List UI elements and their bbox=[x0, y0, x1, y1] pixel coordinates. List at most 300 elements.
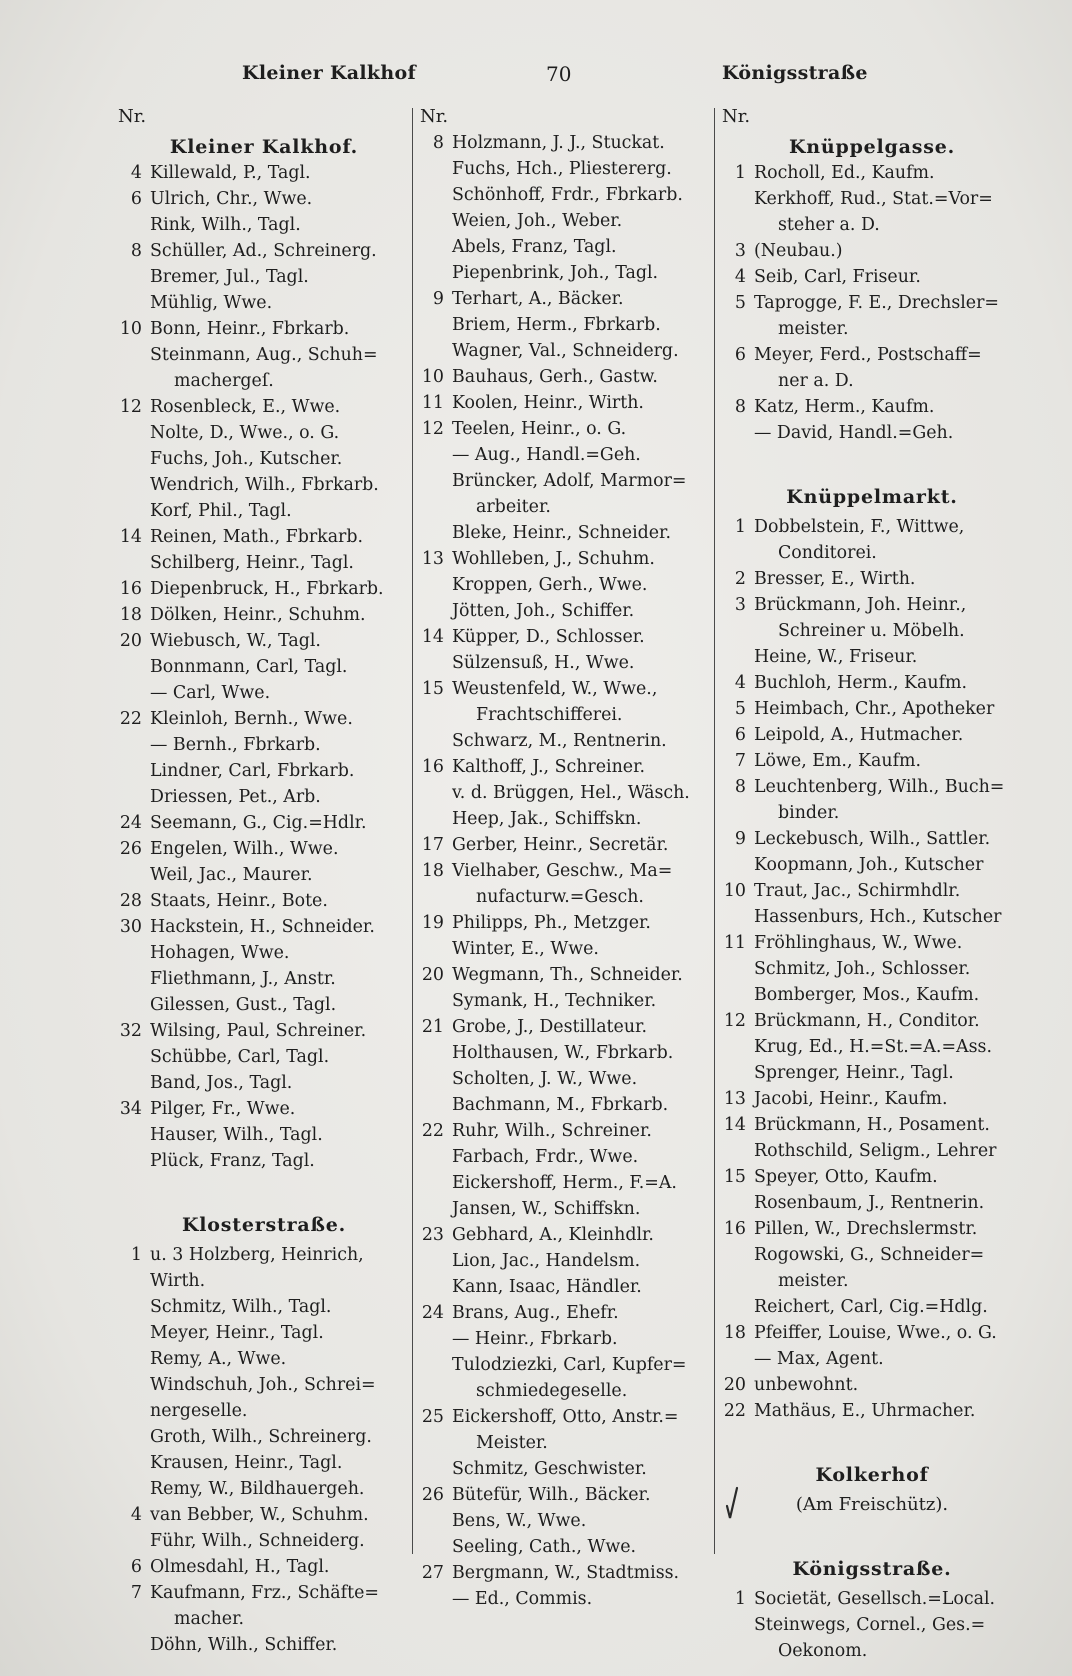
directory-entry bbox=[118, 602, 410, 628]
column-divider bbox=[714, 108, 715, 1554]
resident-text: Winter, E., Wwe. bbox=[452, 939, 599, 959]
resident-text: (Neubau.) bbox=[754, 241, 843, 261]
house-number: 22 bbox=[723, 1401, 746, 1421]
directory-entry bbox=[118, 368, 410, 394]
resident-text: Eickershoff, Herm., F.=A. bbox=[452, 1173, 677, 1193]
directory-entry bbox=[420, 884, 712, 910]
directory-entry bbox=[118, 758, 410, 784]
directory-entry bbox=[722, 644, 1022, 670]
resident-text: Leckebusch, Wilh., Sattler. bbox=[754, 829, 991, 849]
resident-text: — Heinr., Fbrkarb. bbox=[452, 1329, 618, 1349]
directory-entry bbox=[420, 1274, 712, 1300]
directory-entry bbox=[118, 680, 410, 706]
directory-entry bbox=[118, 524, 410, 550]
resident-text: nufacturw.=Gesch. bbox=[476, 887, 644, 907]
resident-text: Symank, H., Techniker. bbox=[452, 991, 657, 1011]
resident-text: Bleke, Heinr., Schneider. bbox=[452, 523, 671, 543]
resident-text: unbewohnt. bbox=[754, 1375, 859, 1395]
resident-text: Groth, Wilh., Schreinerg. bbox=[150, 1427, 372, 1447]
resident-text: Kaufmann, Frz., Schäfte= bbox=[150, 1583, 379, 1603]
street-heading: Kolkerhof bbox=[815, 1464, 929, 1486]
column-divider bbox=[412, 108, 413, 1554]
resident-text: Bauhaus, Gerh., Gastw. bbox=[452, 367, 658, 387]
resident-text: Farbach, Frdr., Wwe. bbox=[452, 1147, 639, 1167]
house-number: 16 bbox=[119, 579, 142, 599]
house-number: 7 bbox=[130, 1583, 142, 1603]
resident-text: Band, Jos., Tagl. bbox=[150, 1073, 293, 1093]
directory-entry bbox=[118, 992, 410, 1018]
resident-text: Grobe, J., Destillateur. bbox=[452, 1017, 647, 1037]
resident-text: Teelen, Heinr., o. G. bbox=[452, 419, 627, 439]
resident-text: van Bebber, W., Schuhm. bbox=[150, 1505, 369, 1525]
directory-entry bbox=[420, 1170, 712, 1196]
resident-text: Holthausen, W., Fbrkarb. bbox=[452, 1043, 674, 1063]
resident-text: Weil, Jac., Maurer. bbox=[150, 865, 313, 885]
resident-text: Bonnmann, Carl, Tagl. bbox=[150, 657, 348, 677]
resident-text: Rosenbleck, E., Wwe. bbox=[150, 397, 341, 417]
directory-entry bbox=[420, 702, 712, 728]
directory-entry bbox=[420, 1404, 712, 1430]
directory-entry bbox=[420, 1040, 712, 1066]
house-number: 26 bbox=[421, 1485, 444, 1505]
resident-text: Korf, Phil., Tagl. bbox=[150, 501, 292, 521]
street-heading: Königsstraße. bbox=[792, 1558, 952, 1580]
house-number: 6 bbox=[734, 725, 746, 745]
house-number: 3 bbox=[734, 241, 746, 261]
house-number: 18 bbox=[421, 861, 444, 881]
column-nr-label: Nr. bbox=[420, 106, 449, 127]
directory-entry bbox=[118, 706, 410, 732]
street-heading: Kleiner Kalkhof. bbox=[169, 136, 359, 158]
resident-text: Mühlig, Wwe. bbox=[150, 293, 273, 313]
directory-entry bbox=[420, 1066, 712, 1092]
house-number: 32 bbox=[119, 1021, 142, 1041]
running-head bbox=[0, 62, 1072, 92]
resident-text: Pilger, Fr., Wwe. bbox=[150, 1099, 296, 1119]
directory-entry bbox=[118, 1450, 410, 1476]
resident-text: Wilsing, Paul, Schreiner. bbox=[150, 1021, 367, 1041]
resident-text: Rocholl, Ed., Kaufm. bbox=[754, 163, 935, 183]
resident-text: Krug, Ed., H.=St.=A.=Ass. bbox=[754, 1037, 992, 1057]
directory-entry bbox=[420, 858, 712, 884]
resident-text: — David, Handl.=Geh. bbox=[754, 423, 954, 443]
directory-entry bbox=[420, 312, 712, 338]
resident-text: Leuchtenberg, Wilh., Buch= bbox=[754, 777, 1005, 797]
house-number: 15 bbox=[421, 679, 444, 699]
house-number: 1 bbox=[130, 1245, 142, 1265]
directory-entry bbox=[118, 940, 410, 966]
house-number: 23 bbox=[421, 1225, 444, 1245]
house-number: 11 bbox=[421, 393, 444, 413]
directory-entry bbox=[722, 852, 1022, 878]
resident-text: Brückmann, H., Posament. bbox=[754, 1115, 990, 1135]
directory-entry bbox=[722, 956, 1022, 982]
resident-text: Frachtschifferei. bbox=[476, 705, 623, 725]
house-number: 24 bbox=[119, 813, 142, 833]
resident-text: Rothschild, Seligm., Lehrer bbox=[754, 1141, 997, 1161]
directory-entry bbox=[420, 156, 712, 182]
resident-text: Gebhard, A., Kleinhdlr. bbox=[452, 1225, 654, 1245]
directory-entry bbox=[722, 722, 1022, 748]
directory-entry bbox=[420, 1586, 712, 1612]
resident-text: Hohagen, Wwe. bbox=[150, 943, 290, 963]
house-number: 12 bbox=[723, 1011, 746, 1031]
directory-entry bbox=[118, 1606, 410, 1632]
resident-text: Terhart, A., Bäcker. bbox=[452, 289, 624, 309]
directory-entry bbox=[420, 364, 712, 390]
resident-text: Hackstein, H., Schneider. bbox=[150, 917, 375, 937]
house-number: 22 bbox=[421, 1121, 444, 1141]
resident-text: Piepenbrink, Joh., Tagl. bbox=[452, 263, 659, 283]
directory-entry bbox=[722, 1398, 1022, 1424]
running-head-right: Königsstraße bbox=[722, 62, 868, 84]
house-number: 17 bbox=[421, 835, 444, 855]
directory-entry bbox=[722, 238, 1022, 264]
house-number: 12 bbox=[421, 419, 444, 439]
directory-entry bbox=[722, 1612, 1022, 1638]
directory-entry bbox=[118, 160, 410, 186]
resident-text: Wiebusch, W., Tagl. bbox=[150, 631, 321, 651]
resident-text: Philipps, Ph., Metzger. bbox=[452, 913, 651, 933]
resident-text: Heep, Jak., Schiffskn. bbox=[452, 809, 642, 829]
resident-text: Windschuh, Joh., Schrei= bbox=[150, 1375, 376, 1395]
resident-text: Briem, Herm., Fbrkarb. bbox=[452, 315, 661, 335]
resident-text: Wendrich, Wilh., Fbrkarb. bbox=[150, 475, 379, 495]
house-number: 28 bbox=[119, 891, 142, 911]
resident-text: Bonn, Heinr., Fbrkarb. bbox=[150, 319, 350, 339]
directory-entry bbox=[420, 260, 712, 286]
house-number: 14 bbox=[723, 1115, 746, 1135]
directory-entry bbox=[118, 888, 410, 914]
directory-entry bbox=[420, 286, 712, 312]
resident-text: Schönhoff, Frdr., Fbrkarb. bbox=[452, 185, 683, 205]
resident-text: Jacobi, Heinr., Kaufm. bbox=[754, 1089, 948, 1109]
directory-entry bbox=[722, 1112, 1022, 1138]
resident-text: Dobbelstein, F., Wittwe, bbox=[754, 517, 965, 537]
directory-entry bbox=[722, 264, 1022, 290]
directory-entry bbox=[420, 1430, 712, 1456]
resident-text: Meister. bbox=[476, 1433, 548, 1453]
house-number: 12 bbox=[119, 397, 142, 417]
directory-entry bbox=[722, 1086, 1022, 1112]
directory-entry bbox=[420, 130, 712, 156]
resident-text: Bens, W., Wwe. bbox=[452, 1511, 587, 1531]
resident-text: ner a. D. bbox=[778, 371, 854, 391]
directory-entry bbox=[420, 1222, 712, 1248]
resident-text: Steinmann, Aug., Schuh= bbox=[150, 345, 378, 365]
resident-text: Krausen, Heinr., Tagl. bbox=[150, 1453, 343, 1473]
directory-entry bbox=[420, 1144, 712, 1170]
resident-text: Reinen, Math., Fbrkarb. bbox=[150, 527, 364, 547]
resident-text: Bremer, Jul., Tagl. bbox=[150, 267, 309, 287]
house-number: 27 bbox=[421, 1563, 444, 1583]
house-number: 18 bbox=[723, 1323, 746, 1343]
directory-entry bbox=[420, 572, 712, 598]
directory-entry bbox=[420, 546, 712, 572]
directory-entry bbox=[118, 316, 410, 342]
resident-text: Schübbe, Carl, Tagl. bbox=[150, 1047, 330, 1067]
house-number: 8 bbox=[734, 397, 746, 417]
directory-entry bbox=[722, 1268, 1022, 1294]
directory-entry bbox=[118, 1632, 410, 1658]
resident-text: Fuchs, Hch., Pliestererg. bbox=[452, 159, 672, 179]
resident-text: Hassenburs, Hch., Kutscher bbox=[754, 907, 1002, 927]
directory-entry bbox=[722, 1346, 1022, 1372]
directory-entry bbox=[118, 1148, 410, 1174]
directory-entry bbox=[722, 878, 1022, 904]
resident-text: Jansen, W., Schiffskn. bbox=[452, 1199, 641, 1219]
resident-text: machergeſ. bbox=[174, 371, 274, 391]
directory-entry bbox=[118, 420, 410, 446]
resident-text: Nolte, D., Wwe., o. G. bbox=[150, 423, 340, 443]
directory-entry bbox=[118, 1070, 410, 1096]
directory-entry bbox=[118, 1122, 410, 1148]
resident-text: meister. bbox=[778, 1271, 849, 1291]
directory-entry bbox=[722, 1372, 1022, 1398]
directory-entry bbox=[420, 728, 712, 754]
resident-text: Jötten, Joh., Schiffer. bbox=[452, 601, 635, 621]
resident-text: Oekonom. bbox=[778, 1641, 868, 1661]
directory-entry bbox=[420, 754, 712, 780]
directory-entry bbox=[118, 1502, 410, 1528]
directory-entry bbox=[722, 566, 1022, 592]
house-number: 18 bbox=[119, 605, 142, 625]
directory-entry bbox=[118, 784, 410, 810]
house-number: 1 bbox=[734, 163, 746, 183]
house-number: 9 bbox=[432, 289, 444, 309]
house-number: 6 bbox=[130, 1557, 142, 1577]
directory-entry bbox=[722, 930, 1022, 956]
resident-text: Brückmann, Joh. Heinr., bbox=[754, 595, 967, 615]
directory-entry bbox=[420, 1352, 712, 1378]
directory-entry bbox=[118, 550, 410, 576]
resident-text: Kerkhoff, Rud., Stat.=Vor= bbox=[754, 189, 993, 209]
directory-entry bbox=[722, 592, 1022, 618]
directory-entry bbox=[420, 1092, 712, 1118]
directory-entry bbox=[118, 1018, 410, 1044]
directory-entry bbox=[420, 1534, 712, 1560]
house-number: 5 bbox=[734, 293, 746, 313]
resident-text: Kleinloh, Bernh., Wwe. bbox=[150, 709, 353, 729]
directory-entry bbox=[118, 1320, 410, 1346]
resident-text: Weustenfeld, W., Wwe., bbox=[452, 679, 658, 699]
directory-entry bbox=[722, 212, 1022, 238]
directory-entry bbox=[722, 514, 1022, 540]
resident-text: Sülzensuß, H., Wwe. bbox=[452, 653, 635, 673]
resident-text: Rosenbaum, J., Rentnerin. bbox=[754, 1193, 985, 1213]
resident-text: Bütefür, Wilh., Bäcker. bbox=[452, 1485, 651, 1505]
resident-text: Reichert, Carl, Cig.=Hdlg. bbox=[754, 1297, 988, 1317]
house-number: 10 bbox=[421, 367, 444, 387]
resident-text: Abels, Franz, Tagl. bbox=[452, 237, 617, 257]
resident-text: — Bernh., Fbrkarb. bbox=[150, 735, 321, 755]
resident-text: Katz, Herm., Kaufm. bbox=[754, 397, 935, 417]
resident-text: Meyer, Heinr., Tagl. bbox=[150, 1323, 324, 1343]
directory-entry bbox=[722, 1164, 1022, 1190]
directory-entry bbox=[722, 696, 1022, 722]
resident-text: Schilberg, Heinr., Tagl. bbox=[150, 553, 354, 573]
resident-text: Brans, Aug., Ehefr. bbox=[452, 1303, 619, 1323]
directory-entry bbox=[722, 826, 1022, 852]
directory-entry bbox=[420, 624, 712, 650]
house-number: 4 bbox=[130, 163, 142, 183]
resident-text: — Carl, Wwe. bbox=[150, 683, 271, 703]
directory-entry bbox=[722, 1060, 1022, 1086]
directory-entry bbox=[420, 1326, 712, 1352]
resident-text: u. 3 Holzberg, Heinrich, bbox=[150, 1245, 364, 1265]
directory-entry bbox=[118, 810, 410, 836]
house-number: 3 bbox=[734, 595, 746, 615]
directory-entry bbox=[420, 1196, 712, 1222]
resident-text: arbeiter. bbox=[476, 497, 551, 517]
directory-entry bbox=[420, 1300, 712, 1326]
directory-entry bbox=[420, 1378, 712, 1404]
directory-entry bbox=[118, 1372, 410, 1398]
directory-entry bbox=[722, 1190, 1022, 1216]
directory-entry bbox=[118, 628, 410, 654]
resident-text: Olmesdahl, H., Tagl. bbox=[150, 1557, 330, 1577]
resident-text: macher. bbox=[174, 1609, 245, 1629]
resident-text: Ulrich, Chr., Wwe. bbox=[150, 189, 313, 209]
resident-text: Engelen, Wilh., Wwe. bbox=[150, 839, 339, 859]
directory-entry bbox=[722, 1294, 1022, 1320]
resident-text: binder. bbox=[778, 803, 840, 823]
directory-entry bbox=[420, 390, 712, 416]
resident-text: Buchloh, Herm., Kaufm. bbox=[754, 673, 968, 693]
directory-entry bbox=[722, 748, 1022, 774]
house-number: 10 bbox=[119, 319, 142, 339]
house-number: 16 bbox=[723, 1219, 746, 1239]
directory-entry bbox=[420, 1508, 712, 1534]
directory-entry bbox=[722, 1638, 1022, 1664]
resident-text: Traut, Jac., Schirmhdlr. bbox=[754, 881, 961, 901]
directory-entry bbox=[118, 1398, 410, 1424]
resident-text: meister. bbox=[778, 319, 849, 339]
resident-text: Lion, Jac., Handelsm. bbox=[452, 1251, 641, 1271]
directory-entry bbox=[118, 1242, 410, 1268]
directory-entry bbox=[118, 1554, 410, 1580]
resident-text: Fliethmann, J., Anstr. bbox=[150, 969, 336, 989]
column-nr-label: Nr. bbox=[118, 106, 147, 127]
directory-entry bbox=[722, 1008, 1022, 1034]
resident-text: Schüller, Ad., Schreinerg. bbox=[150, 241, 377, 261]
resident-text: steher a. D. bbox=[778, 215, 880, 235]
directory-entry bbox=[118, 1346, 410, 1372]
directory-entry bbox=[722, 394, 1022, 420]
resident-text: nergeselle. bbox=[150, 1401, 248, 1421]
resident-text: Löwe, Em., Kaufm. bbox=[754, 751, 922, 771]
directory-entry bbox=[722, 774, 1022, 800]
directory-entry bbox=[722, 1138, 1022, 1164]
resident-text: Eickershoff, Otto, Anstr.= bbox=[452, 1407, 679, 1427]
house-number: 6 bbox=[130, 189, 142, 209]
house-number: 4 bbox=[130, 1505, 142, 1525]
resident-text: Wohlleben, J., Schuhm. bbox=[452, 549, 655, 569]
resident-text: v. d. Brüggen, Hel., Wäsch. bbox=[452, 783, 690, 803]
house-number: 8 bbox=[734, 777, 746, 797]
directory-entry bbox=[722, 1242, 1022, 1268]
resident-text: Plück, Franz, Tagl. bbox=[150, 1151, 315, 1171]
resident-text: Remy, W., Bildhauergeh. bbox=[150, 1479, 365, 1499]
resident-text: Koolen, Heinr., Wirth. bbox=[452, 393, 644, 413]
resident-text: Gilessen, Gust., Tagl. bbox=[150, 995, 337, 1015]
house-number: 8 bbox=[130, 241, 142, 261]
resident-text: Schmitz, Geschwister. bbox=[452, 1459, 647, 1479]
house-number: 4 bbox=[734, 673, 746, 693]
directory-entry bbox=[722, 1586, 1022, 1612]
column-nr-label: Nr. bbox=[722, 106, 751, 127]
resident-text: — Max, Agent. bbox=[754, 1349, 884, 1369]
house-number: 14 bbox=[119, 527, 142, 547]
resident-text: Killewald, P., Tagl. bbox=[150, 163, 311, 183]
resident-text: Schmitz, Joh., Schlosser. bbox=[754, 959, 971, 979]
directory-entry bbox=[118, 576, 410, 602]
directory-entry bbox=[118, 914, 410, 940]
directory-entry bbox=[118, 1044, 410, 1070]
directory-entry bbox=[118, 654, 410, 680]
resident-text: Döhn, Wilh., Schiffer. bbox=[150, 1635, 338, 1655]
directory-entry bbox=[722, 1320, 1022, 1346]
directory-entry bbox=[118, 1528, 410, 1554]
resident-text: — Aug., Handl.=Geh. bbox=[452, 445, 641, 465]
directory-entry bbox=[420, 208, 712, 234]
resident-text: Brüncker, Adolf, Marmor= bbox=[452, 471, 687, 491]
house-number: 14 bbox=[421, 627, 444, 647]
resident-text: Staats, Heinr., Bote. bbox=[150, 891, 328, 911]
house-number: 8 bbox=[432, 133, 444, 153]
resident-text: Sprenger, Heinr., Tagl. bbox=[754, 1063, 954, 1083]
resident-text: schmiedegeselle. bbox=[476, 1381, 628, 1401]
directory-entry bbox=[420, 234, 712, 260]
directory-entry bbox=[722, 1034, 1022, 1060]
directory-entry bbox=[118, 966, 410, 992]
directory-entry bbox=[420, 676, 712, 702]
house-number: 22 bbox=[119, 709, 142, 729]
house-number: 20 bbox=[421, 965, 444, 985]
directory-entry bbox=[118, 1294, 410, 1320]
directory-entry bbox=[118, 1424, 410, 1450]
resident-text: Meyer, Ferd., Postschaff= bbox=[754, 345, 982, 365]
house-number: 26 bbox=[119, 839, 142, 859]
directory-entry bbox=[420, 1118, 712, 1144]
resident-text: Bergmann, W., Stadtmiss. bbox=[452, 1563, 680, 1583]
directory-entry bbox=[420, 962, 712, 988]
house-number: 13 bbox=[723, 1089, 746, 1109]
resident-text: Societät, Gesellsch.=Local. bbox=[754, 1589, 996, 1609]
directory-entry bbox=[118, 212, 410, 238]
directory-entry bbox=[118, 446, 410, 472]
directory-entry bbox=[722, 670, 1022, 696]
directory-entry bbox=[118, 498, 410, 524]
directory-entry bbox=[420, 1456, 712, 1482]
resident-text: Küpper, D., Schlosser. bbox=[452, 627, 645, 647]
directory-entry bbox=[118, 862, 410, 888]
directory-entry bbox=[420, 910, 712, 936]
directory-entry bbox=[722, 342, 1022, 368]
house-number: 1 bbox=[734, 517, 746, 537]
directory-entry bbox=[420, 520, 712, 546]
directory-entry bbox=[420, 832, 712, 858]
house-number: 5 bbox=[734, 699, 746, 719]
resident-text: Hauser, Wilh., Tagl. bbox=[150, 1125, 323, 1145]
resident-text: Brückmann, H., Conditor. bbox=[754, 1011, 980, 1031]
resident-text: Schmitz, Wilh., Tagl. bbox=[150, 1297, 332, 1317]
resident-text: Tulodziezki, Carl, Kupfer= bbox=[452, 1355, 687, 1375]
directory-entry bbox=[420, 598, 712, 624]
resident-text: Pfeiffer, Louise, Wwe., o. G. bbox=[754, 1323, 997, 1343]
house-number: 30 bbox=[119, 917, 142, 937]
directory-entry bbox=[420, 1560, 712, 1586]
